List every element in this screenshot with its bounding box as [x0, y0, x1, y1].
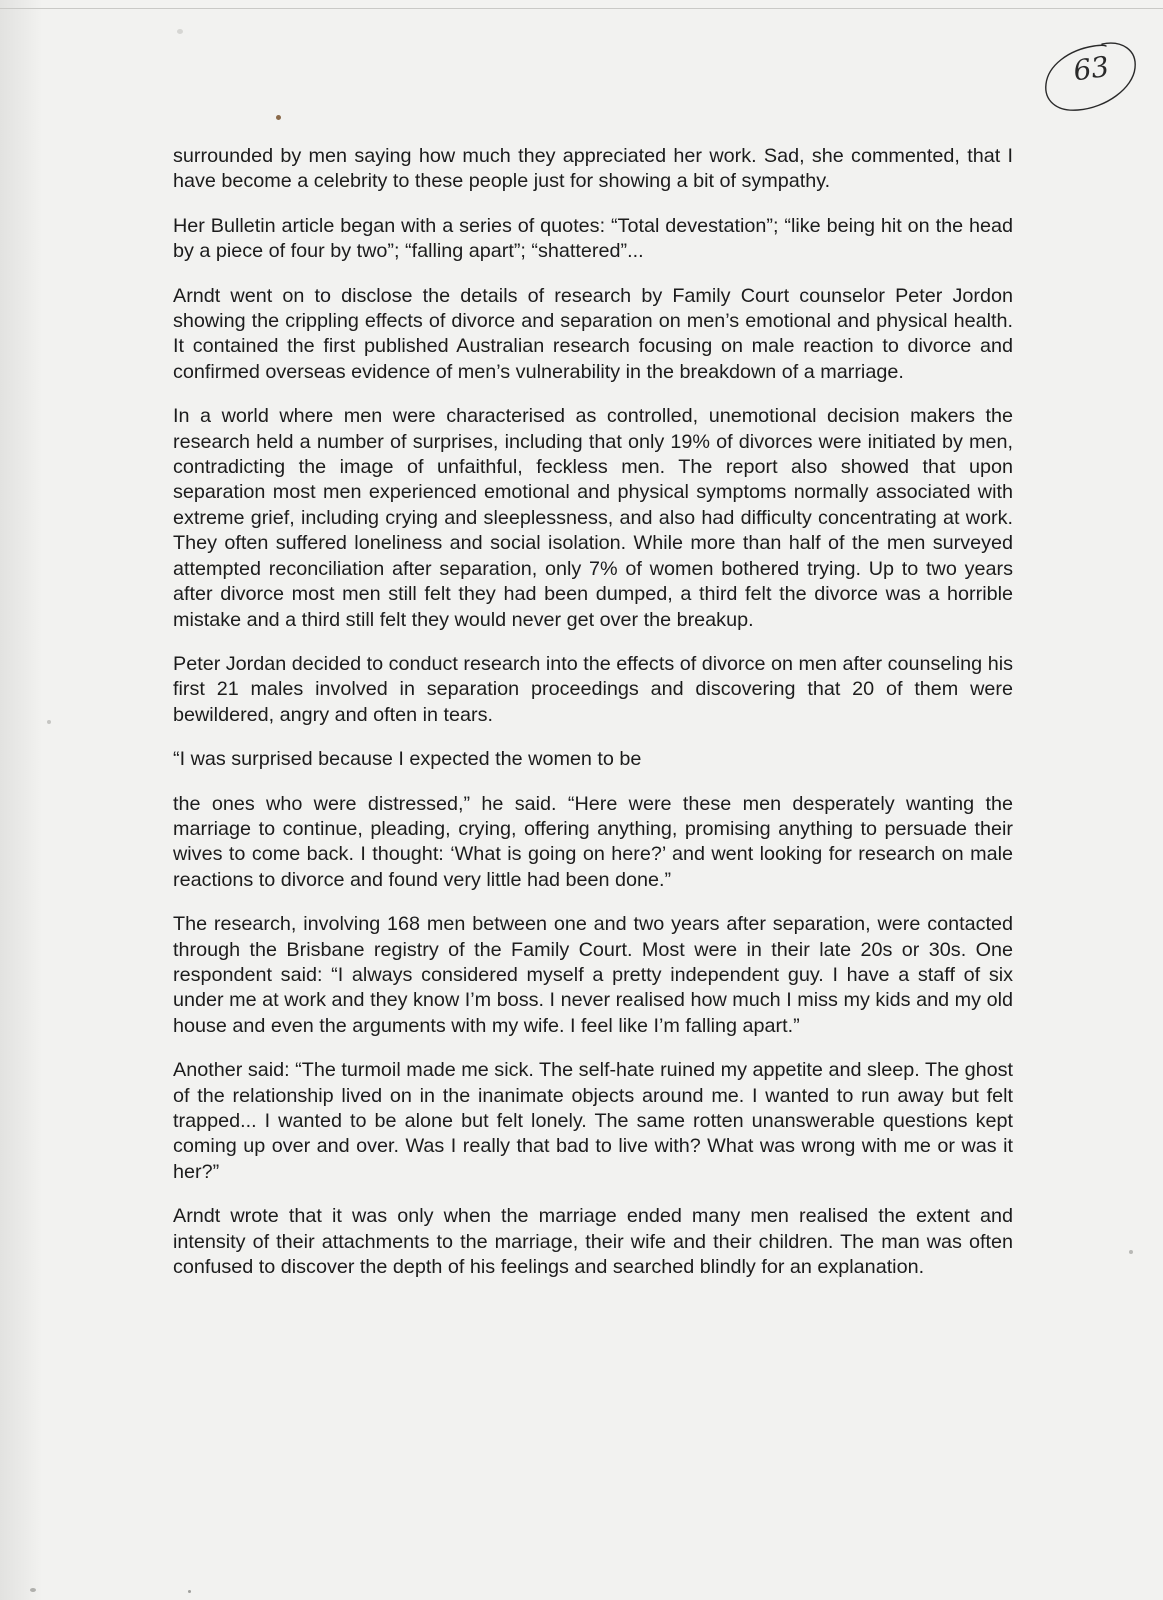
paragraph: the ones who were distressed,” he said. “Here were these men desperately wanting the marriage to continue, pleading, crying, offering anything, promising anything to persuade their wives to come back. I thought: ‘What is going on here?’ and went looking for research on male reactions to divorce and found very little had been done.” [173, 792, 1013, 891]
paragraph: Peter Jordan decided to conduct research into the effects of divorce on men after counseling his first 21 males involved in separation proceedings and discovering that 20 of them were bewildered, angry and often in tears. [173, 652, 1013, 726]
handwritten-page-number [1042, 36, 1138, 114]
paragraph: surrounded by men saying how much they appreciated her work. Sad, she commented, that I have become a celebrity to these people just for showing a bit of sympathy. [173, 145, 1013, 193]
ink-speck [188, 1590, 191, 1593]
paragraph: Arndt wrote that it was only when the marriage ended many men realised the extent and intensity of their attachments to the marriage, their wife and their children. The man was often confused to discover the depth of his feelings and searched blindly for an explanation. [173, 1205, 1013, 1279]
scan-top-edge-line [0, 8, 1163, 9]
paragraph: Her Bulletin article began with a series of quotes: “Total devestation”; “like being hit on the head by a piece of four by two”; “falling apart”; “shattered”... [173, 214, 1013, 263]
ink-speck [1129, 1250, 1133, 1254]
paragraph: The research, involving 168 men between one and two years after separation, were contacted through the Brisbane registry of the Family Court. Most were in their late 20s or 30s. One respondent said: “I always considered myself a pretty independent guy. I have a staff of six under me at work and they know I’m boss. I never realised how much I miss my kids and my old house and even the arguments with my wife. I feel like I’m falling apart.” [173, 913, 1013, 1037]
paragraph: In a world where men were characterised as controlled, unemotional decision makers the research held a number of surprises, including that only 19% of divorces were initiated by men, contradicting the image of unfaithful, feckless men. The report also showed that upon separation most men experienced emotional and physical symptoms normally associated with extreme grief, including crying and sleeplessness, and also had difficulty concentrating at work. They often suffered loneliness and social isolation. While more than half of the men surveyed attempted reconciliation after separation, only 7% of women bothered trying. Up to two years after divorce most men still felt they had been dumped, a third felt the divorce was a horrible mistake and a third still felt they would never get over the breakup. [173, 405, 1013, 631]
handwritten-circle-icon [1042, 36, 1138, 114]
paragraph: Another said: “The turmoil made me sick. The self-hate ruined my appetite and sleep. The ghost of the relationship lived on in the inanimate objects around me. I wanted to run away but felt trapped... I wanted to be alone but felt lonely. The same rotten unanswerable questions kept coming up over and over. Was I really that bad to live with? What was wrong with me or was it her?” [173, 1059, 1013, 1183]
ink-speck [276, 115, 281, 120]
paragraph: “I was surprised because I expected the women to be [173, 748, 642, 771]
ink-speck [30, 1588, 36, 1592]
ink-speck [177, 29, 183, 34]
page-number-text: 63 [1071, 49, 1112, 88]
document-body [173, 144, 1013, 1299]
ink-speck [47, 720, 51, 724]
paragraph: Arndt went on to disclose the details of research by Family Court counselor Peter Jordon showing the crippling effects of divorce and separation on men’s emotional and physical health. It contained the first published Australian research focusing on male reaction to divorce and confirmed overseas evidence of men’s vulnerability in the breakdown of a marriage. [173, 284, 1013, 383]
scan-left-edge-shadow [0, 0, 42, 1600]
